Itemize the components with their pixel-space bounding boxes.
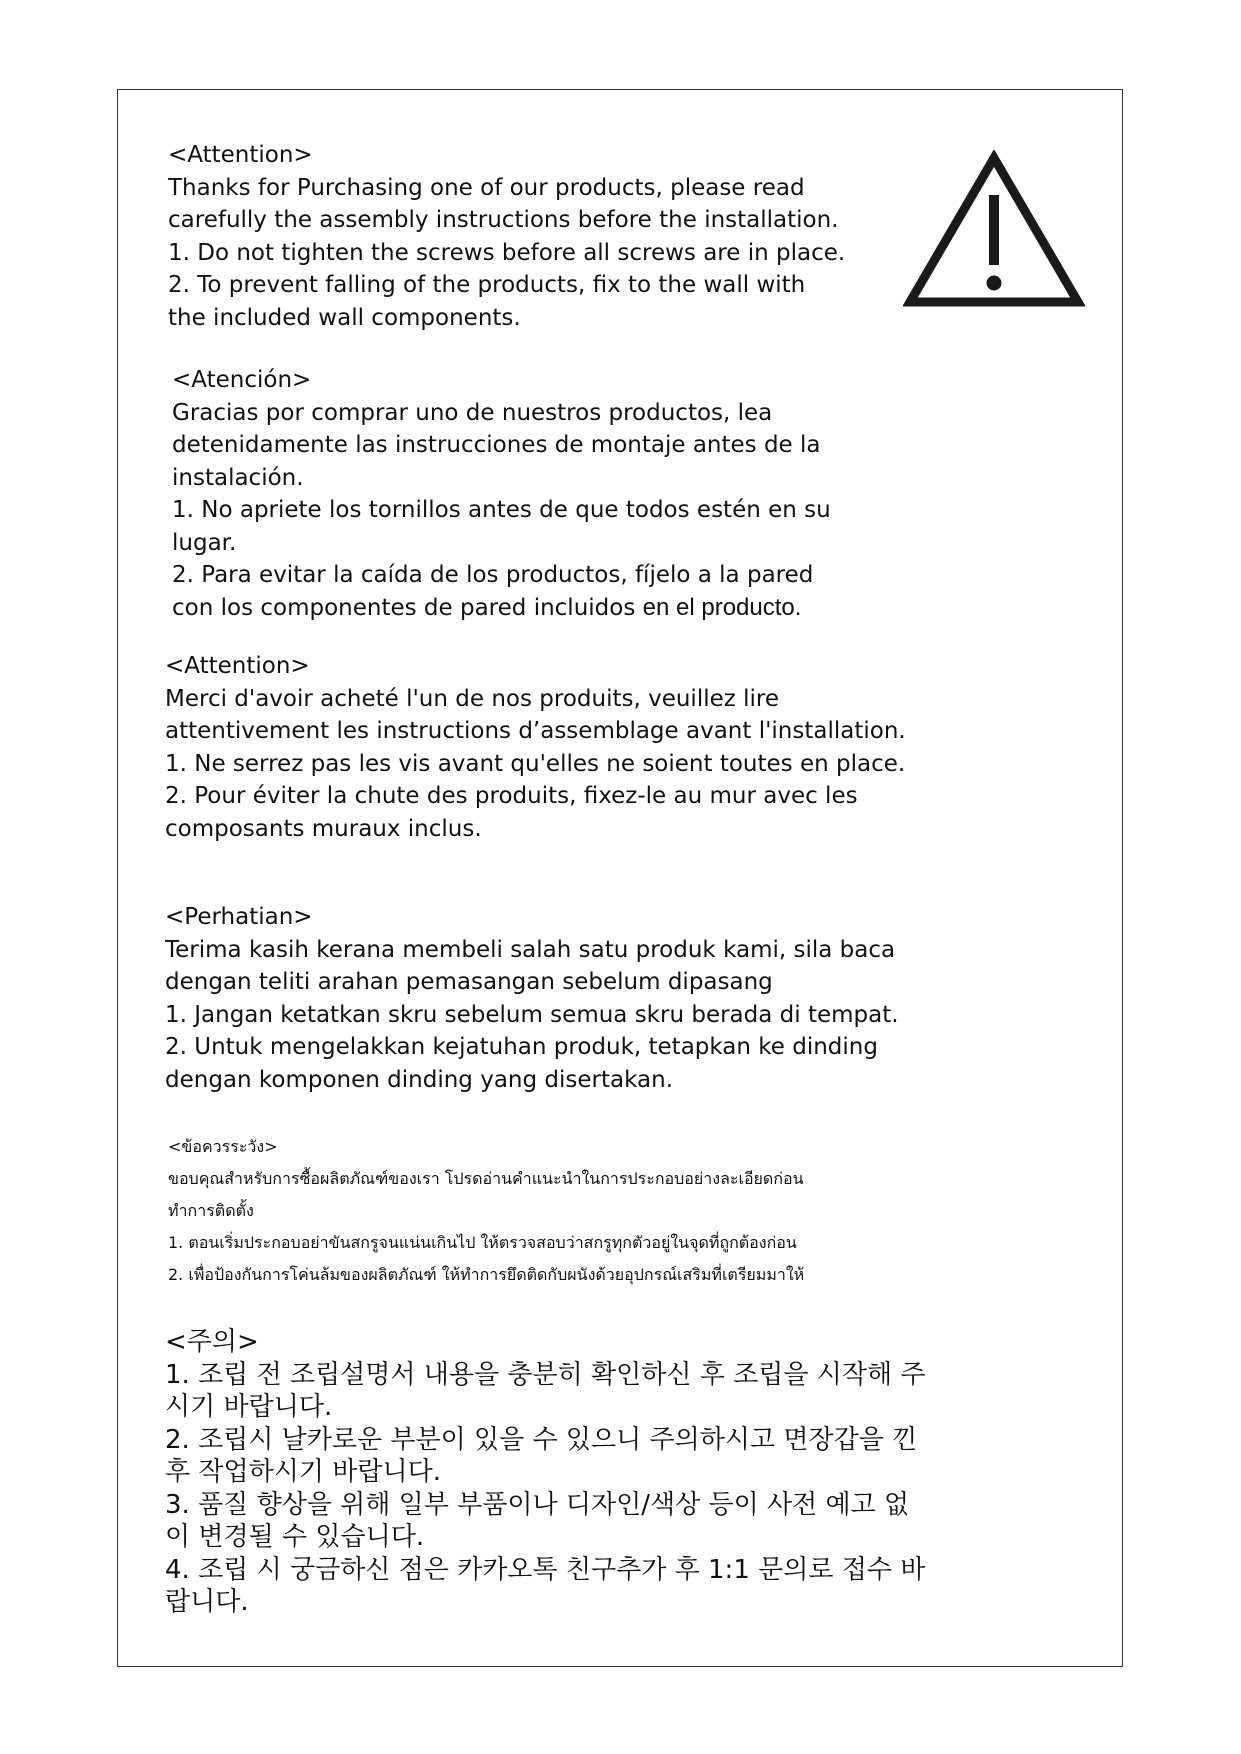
text-line: 2. Untuk mengelakkan kejatuhan produk, tetapkan ke dinding [165, 1034, 878, 1060]
exclamation-bar [989, 195, 999, 265]
text-line: 후 작업하시기 바랍니다. [165, 1457, 441, 1487]
text-line: 1. Ne serrez pas les vis avant qu'elles ne soient toutes en place. [165, 750, 906, 777]
text-line: 1. Jangan ketatkan skru sebelum semua skru berada di tempat. [165, 1001, 899, 1028]
text-line: 시기 바랍니다. [165, 1392, 333, 1422]
text-line: dengan komponen dinding yang disertakan. [165, 1066, 673, 1093]
text-line: Terima kasih kerana membeli salah satu produk kami, sila baca [165, 936, 896, 963]
text-line: Thanks for Purchasing one of our products, please read [168, 174, 805, 201]
warning-triangle-icon [903, 150, 1085, 310]
section-title: <Atención> [172, 367, 312, 393]
text-line: 2. To prevent falling of the products, fix to the wall with [168, 272, 806, 298]
text-line: 1. 조립 전 조립설명서 내용을 충분히 확인하신 후 조립을 시작해 주 [165, 1359, 926, 1390]
section-title: <Attention> [165, 653, 310, 679]
section-korean [165, 1326, 925, 1619]
text-line: attentivement les instructions d’assemblage avant l'installation. [165, 718, 906, 744]
section-title: <Perhatian> [165, 904, 313, 930]
text-line: 랍니다. [165, 1587, 249, 1617]
text-line: 1. ตอนเริ่มประกอบอย่าขันสกรูจนแน่นเกินไป ให้ตรวจสอบว่าสกรูทุกตัวอยู่ในจุดที่ถูกต้องก่อน [168, 1233, 797, 1252]
text-line: 이 변경될 수 있습니다. [165, 1522, 425, 1552]
text-line: instalación. [172, 464, 304, 491]
text-line: dengan teliti arahan pemasangan sebelum dipasang [165, 969, 773, 995]
exclamation-dot [987, 276, 1002, 291]
text-line: the included wall components. [168, 304, 521, 331]
text-line: 4. 조립 시 궁금하신 점은 카카오톡 친구추가 후 1:1 문의로 접수 바 [165, 1554, 926, 1585]
text-line-last-main: con los componentes de pared incluidos [172, 594, 636, 621]
section-spanish [172, 364, 831, 624]
section-malay [165, 901, 899, 1096]
text-line: Merci d'avoir acheté l'un de nos produits, veuillez lire [165, 685, 780, 712]
section-french [165, 650, 906, 845]
section-english [168, 139, 845, 334]
text-line-last-tail: en el producto. [642, 593, 802, 621]
text-line: ทำการติดตั้ง [168, 1201, 254, 1220]
text-line: 3. 품질 향상을 위해 일부 부품이나 디자인/색상 등이 사전 예고 없 [165, 1489, 910, 1520]
section-title: <주의> [165, 1327, 259, 1357]
text-line: Gracias por comprar uno de nuestros productos, lea [172, 399, 773, 426]
text-line: detenidamente las instrucciones de montaje antes de la [172, 432, 821, 458]
text-line: 1. Do not tighten the screws before all screws are in place. [168, 239, 846, 266]
section-title: <ข้อควรระวัง> [168, 1137, 278, 1156]
text-line: 2. 조립시 날카로운 부분이 있을 수 있으니 주의하시고 면장갑을 낀 [165, 1424, 918, 1455]
text-line: lugar. [172, 529, 237, 556]
section-thai [168, 1131, 804, 1291]
text-line: composants muraux inclus. [165, 815, 482, 842]
text-line: 2. เพื่อป้องกันการโค่นล้มของผลิตภัณฑ์ ให้ทำการยึดติดกับผนังด้วยอุปกรณ์เสริมที่เตรียมมาให้ [168, 1265, 805, 1284]
text-line: 2. Pour éviter la chute des produits, fixez-le au mur avec les [165, 783, 858, 809]
text-line: 2. Para evitar la caída de los productos, fíjelo a la pared [172, 562, 814, 588]
text-line-last [172, 592, 831, 625]
text-line: ขอบคุณสำหรับการซื้อผลิตภัณฑ์ของเรา โปรดอ่านคำแนะนำในการประกอบอย่างละเอียดก่อน [168, 1169, 804, 1188]
text-line: 1. No apriete los tornillos antes de que todos estén en su [172, 497, 831, 523]
text-line: carefully the assembly instructions before the installation. [168, 207, 839, 233]
section-title: <Attention> [168, 142, 313, 168]
